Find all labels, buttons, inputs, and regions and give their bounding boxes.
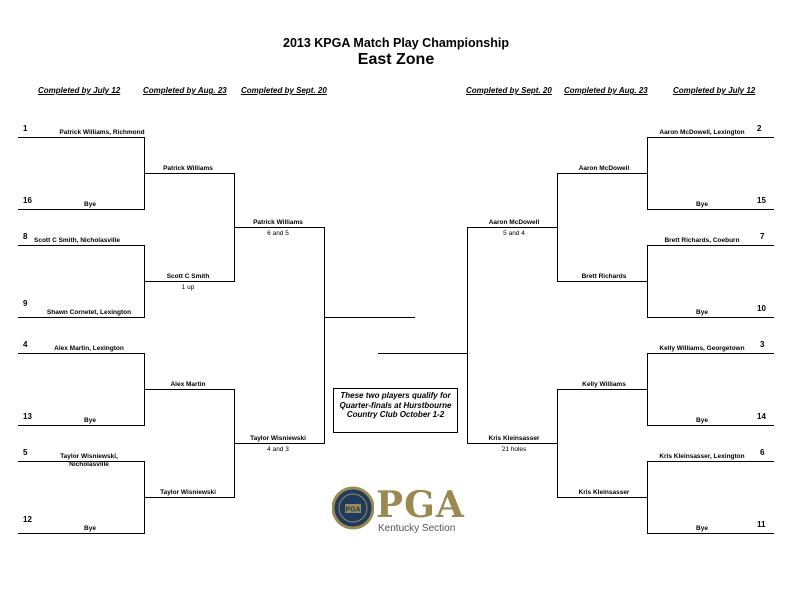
- bracket-line: [144, 173, 235, 174]
- bracket-line: [647, 461, 774, 462]
- bracket-line: [18, 317, 145, 318]
- bracket-line: [557, 173, 648, 174]
- header-left-round2: Completed by Aug. 23: [143, 86, 227, 95]
- bracket-line: [18, 353, 145, 354]
- seed-number: 4: [23, 340, 28, 349]
- player-name: Bye: [84, 525, 96, 532]
- player-name: Brett Richards: [581, 273, 627, 280]
- player-name: Aaron McDowell: [578, 165, 630, 172]
- player-name: Patrick Williams: [253, 219, 303, 226]
- header-right-round3: Completed by Sept. 20: [466, 86, 552, 95]
- bracket-line: [144, 389, 235, 390]
- match-result: 21 holes: [501, 446, 527, 453]
- match-result: 1 up: [181, 284, 195, 291]
- match-result: 6 and 5: [267, 230, 289, 237]
- bracket-line: [557, 281, 648, 282]
- bracket-line: [234, 227, 325, 228]
- bracket-line: [647, 317, 774, 318]
- player-name: Taylor Wisniewski: [250, 435, 306, 442]
- bracket-line: [647, 209, 774, 210]
- header-left-round3: Completed by Sept. 20: [241, 86, 327, 95]
- header-left-round1: Completed by July 12: [38, 86, 121, 95]
- player-name: Patrick Williams, Richmond: [59, 129, 145, 136]
- player-name: Bye: [696, 417, 708, 424]
- svg-text:PGA: PGA: [345, 506, 361, 514]
- bracket-line: [18, 533, 145, 534]
- player-name: Brett Richards, Coeburn: [664, 237, 740, 244]
- zone-subtitle: East Zone: [357, 51, 435, 68]
- player-name: Bye: [84, 201, 96, 208]
- player-name: Bye: [696, 309, 708, 316]
- player-name: Kris Kleinsasser, Lexington: [659, 453, 745, 460]
- seed-number: 2: [757, 124, 762, 133]
- bracket-line: [647, 245, 774, 246]
- seed-number: 5: [23, 448, 28, 457]
- bracket-line: [378, 353, 468, 354]
- player-name: Kelly Williams, Georgetown: [659, 345, 745, 352]
- seed-number: 16: [23, 196, 32, 205]
- bracket-line: [324, 227, 325, 444]
- seed-number: 13: [23, 412, 32, 421]
- seed-number: 3: [760, 340, 765, 349]
- player-name: Scott C Smith, Nicholasville: [34, 237, 120, 244]
- bracket-line: [144, 281, 235, 282]
- bracket-line: [18, 137, 145, 138]
- seed-number: 7: [760, 232, 765, 241]
- header-right-round1: Completed by July 12: [673, 86, 756, 95]
- seed-number: 10: [757, 304, 766, 313]
- match-result: 4 and 3: [267, 446, 289, 453]
- header-right-round2: Completed by Aug. 23: [564, 86, 648, 95]
- player-name: Taylor Wisniewski: [160, 489, 216, 496]
- player-name: Bye: [696, 201, 708, 208]
- player-name: Scott C Smith: [166, 273, 210, 280]
- bracket-line: [234, 443, 325, 444]
- bracket-line: [18, 209, 145, 210]
- bracket-line: [18, 425, 145, 426]
- qualification-note: These two players qualify for Quarter-finals at Hurstbourne Country Club October 1-2: [333, 388, 458, 433]
- player-name: Aaron McDowell: [488, 219, 540, 226]
- logo-text: PGA: [376, 484, 465, 526]
- seed-number: 1: [23, 124, 28, 133]
- page-title: 2013 KPGA Match Play Championship: [283, 36, 509, 50]
- bracket-line: [467, 227, 558, 228]
- seed-number: 9: [23, 299, 28, 308]
- player-name: Kris Kleinsasser: [488, 435, 540, 442]
- bracket-line: [647, 425, 774, 426]
- player-name: Kelly Williams: [582, 381, 626, 388]
- seed-number: 15: [757, 196, 766, 205]
- player-name: Bye: [84, 417, 96, 424]
- player-name: Shawn Cornetet, Lexington: [46, 309, 132, 316]
- bracket-line: [467, 227, 468, 444]
- player-name: Patrick Williams: [163, 165, 213, 172]
- player-name: Bye: [696, 525, 708, 532]
- bracket-line: [18, 245, 145, 246]
- bracket-line: [467, 443, 558, 444]
- pga-kentucky-logo: [332, 484, 472, 540]
- seed-number: 12: [23, 515, 32, 524]
- bracket-line: [557, 389, 648, 390]
- bracket-line: [647, 353, 774, 354]
- pga-emblem-icon: [332, 485, 374, 531]
- bracket-line: [324, 317, 415, 318]
- player-name: Taylor Wisniewski, Nicholasville: [60, 453, 118, 468]
- seed-number: 6: [760, 448, 765, 457]
- player-name: Kris Kleinsasser: [578, 489, 630, 496]
- seed-number: 8: [23, 232, 28, 241]
- bracket-line: [557, 497, 648, 498]
- bracket-line: [144, 497, 235, 498]
- match-result: 5 and 4: [503, 230, 525, 237]
- logo-subtext: Kentucky Section: [378, 523, 456, 534]
- seed-number: 14: [757, 412, 766, 421]
- player-name: Aaron McDowell, Lexington: [659, 129, 745, 136]
- seed-number: 11: [757, 520, 766, 529]
- player-name: Alex Martin: [170, 381, 206, 388]
- bracket-line: [647, 137, 774, 138]
- bracket-line: [647, 533, 774, 534]
- player-name: Alex Martin, Lexington: [54, 345, 124, 352]
